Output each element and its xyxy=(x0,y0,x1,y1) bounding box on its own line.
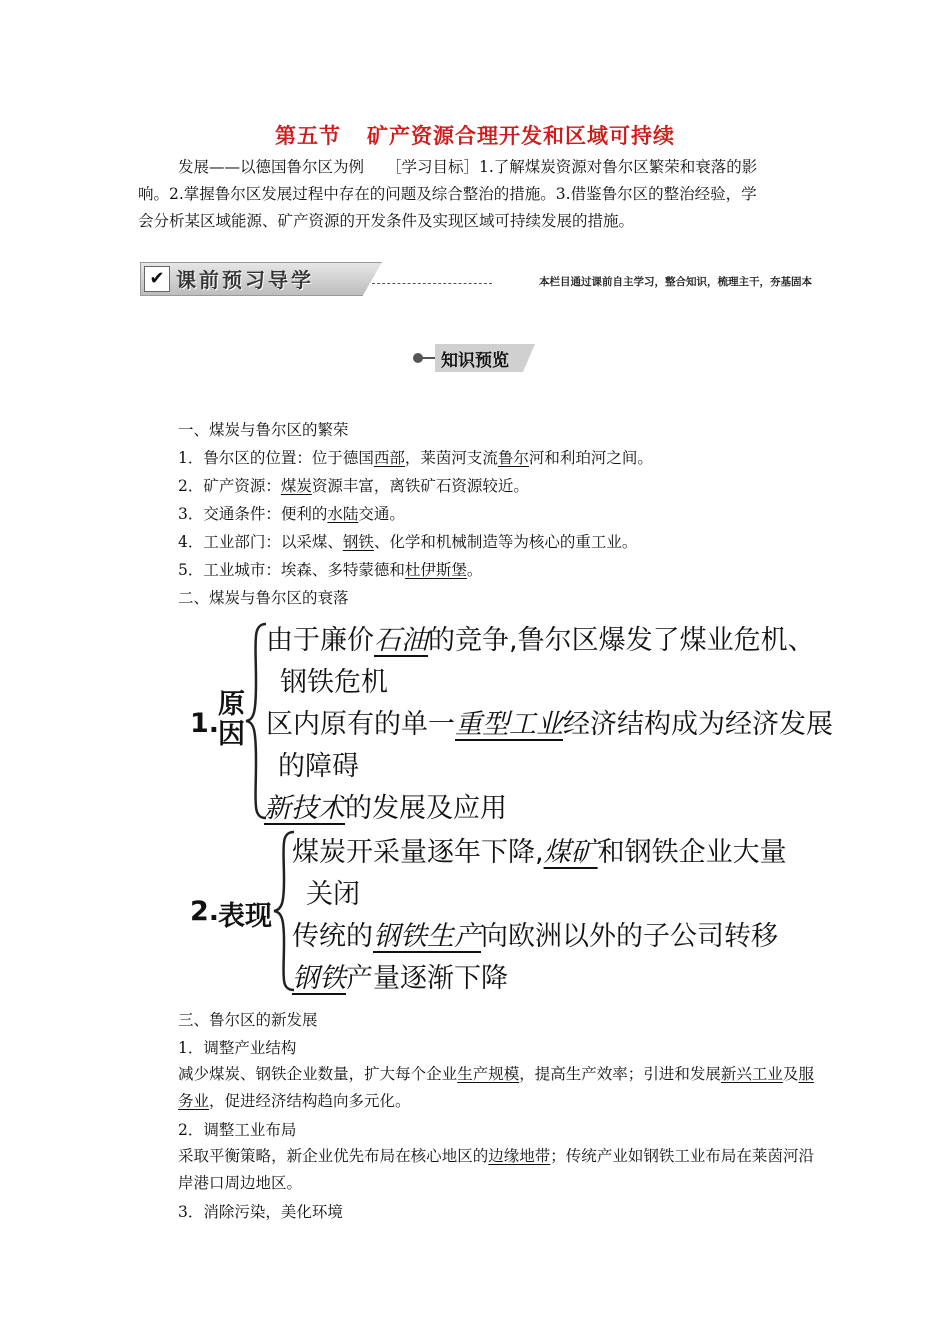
banner-divider xyxy=(372,283,492,284)
list-item: 5．工业城市：埃森、多特蒙德和杜伊斯堡。 xyxy=(178,561,483,579)
causes-number: 1. xyxy=(190,708,220,739)
cause-row: 的障碍 xyxy=(278,751,359,782)
section3-heading: 三、鲁尔区的新发展 xyxy=(178,1011,318,1029)
effects-number: 2. xyxy=(190,896,220,927)
subsection-title: 2．调整工业布局 xyxy=(178,1121,297,1139)
cause-row: 新技术的发展及应用 xyxy=(264,793,507,824)
cause-row: 钢铁危机 xyxy=(280,667,388,698)
section-banner xyxy=(140,262,812,296)
sub-banner-line xyxy=(421,357,437,359)
checkmark-icon: ✔ xyxy=(144,266,170,292)
causes-label: 原 因 xyxy=(218,689,245,750)
section-number: 第五节 xyxy=(275,124,341,148)
learning-goals-line-3: 会分析某区域能源、矿产资源的开发条件及实现区域可持续发展的措施。 xyxy=(138,212,635,230)
list-item: 2．矿产资源：煤炭资源丰富，离铁矿石资源较近。 xyxy=(178,477,529,495)
cause-row: 区内原有的单一重型工业经济结构成为经济发展 xyxy=(266,709,833,740)
list-item: 1．鲁尔区的位置：位于德国西部，莱茵河支流鲁尔河和利珀河之间。 xyxy=(178,449,653,467)
learning-goals-line-2: 响。2.掌握鲁尔区发展过程中存在的问题及综合整治的措施。3.借鉴鲁尔区的整治经验，学 xyxy=(138,185,757,203)
subsection-title: 1．调整产业结构 xyxy=(178,1039,297,1057)
effect-row: 传统的钢铁生产向欧洲以外的子公司转移 xyxy=(292,921,778,952)
list-item: 4．工业部门：以采煤、钢铁、化学和机械制造等为核心的重工业。 xyxy=(178,533,638,551)
effect-row: 煤炭开采量逐年下降,煤矿和钢铁企业大量 xyxy=(292,837,787,868)
effect-row: 关闭 xyxy=(306,879,360,910)
subsection-title: 3．消除污染，美化环境 xyxy=(178,1203,343,1221)
paragraph: 减少煤炭、钢铁企业数量，扩大每个企业生产规模，提高生产效率；引进和发展新兴工业及服务业，促进经济结构趋向多元化。 xyxy=(178,1065,814,1110)
sub-banner-title: 知识预览 xyxy=(441,351,509,371)
effects-label: 表现 xyxy=(218,901,272,932)
section-title: 矿产资源合理开发和区域可持续 xyxy=(367,124,675,148)
title-continuation: 发展——以德国鲁尔区为例 xyxy=(178,158,365,176)
section2-heading: 二、煤炭与鲁尔区的衰落 xyxy=(178,589,349,607)
list-item: 3．交通条件：便利的水陆交通。 xyxy=(178,505,405,523)
effect-row: 钢铁产量逐渐下降 xyxy=(292,963,508,994)
page-title xyxy=(0,120,950,150)
banner-note: 本栏目通过课前自主学习，整合知识，梳理主干，夯基固本 xyxy=(539,276,812,288)
cause-row: 由于廉价石油的竞争,鲁尔区爆发了煤业危机、 xyxy=(266,625,815,656)
intro-paragraph xyxy=(138,154,814,235)
paragraph: 采取平衡策略，新企业优先布局在核心地区的边缘地带；传统产业如钢铁工业布局在莱茵河沿岸港口周边地区。 xyxy=(178,1147,814,1192)
banner-title: 课前预习导学 xyxy=(176,268,314,292)
learning-goals-start: ［学习目标］1.了解煤炭资源对鲁尔区繁荣和衰落的影 xyxy=(386,158,758,176)
section1-heading: 一、煤炭与鲁尔区的繁荣 xyxy=(178,421,349,439)
